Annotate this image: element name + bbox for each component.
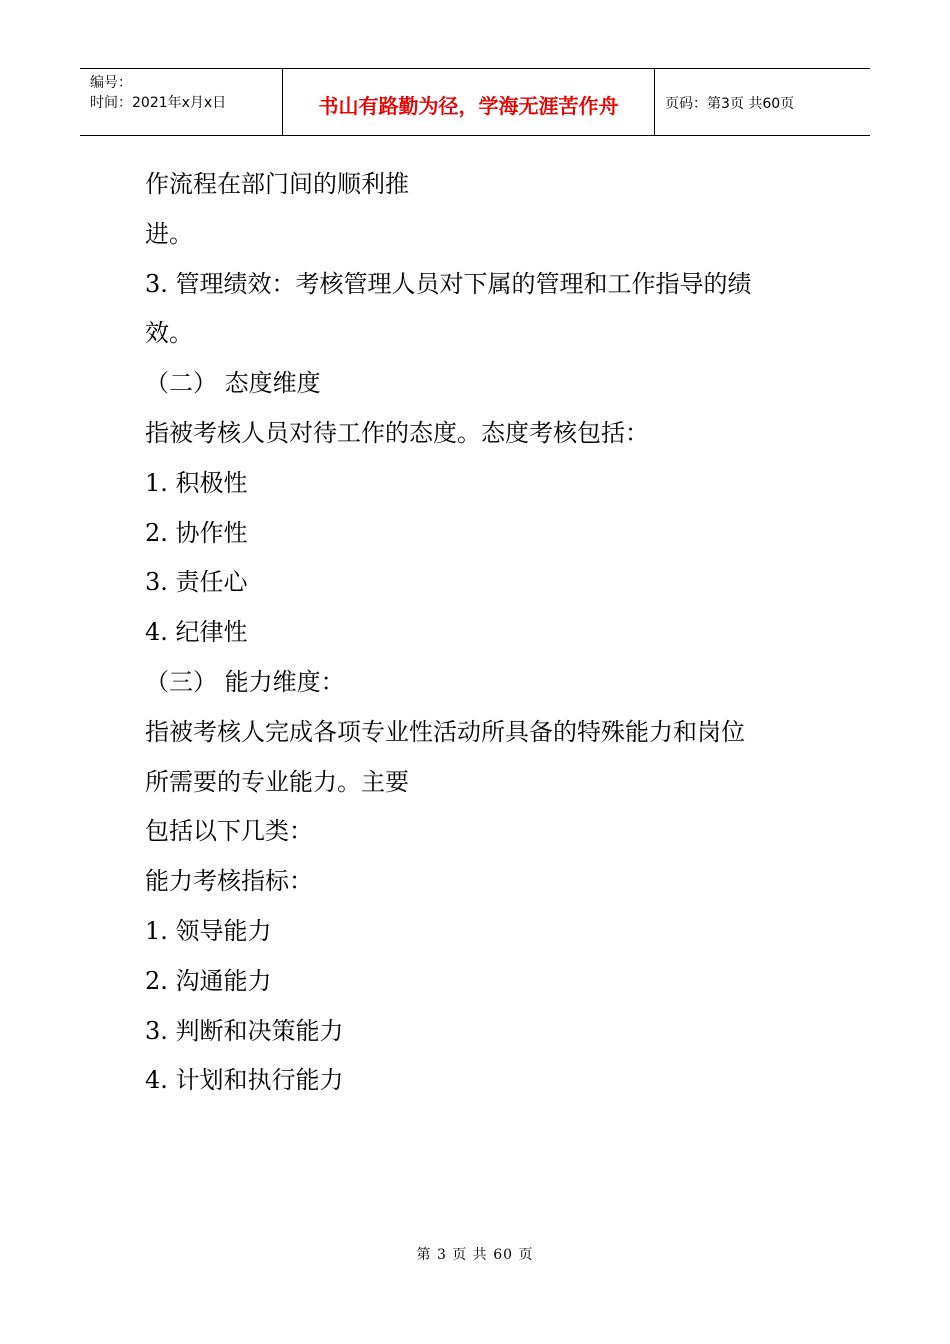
document-number-label: 编号： [90,75,132,91]
list-item: 4. 纪律性 [145,618,248,647]
body-line: 能力考核指标： [145,867,313,896]
page-footer: 第 3 页 共 60 页 [416,1247,534,1263]
section-heading: （三） 能力维度： [145,667,345,696]
header-meta [80,69,282,135]
page-number-label: 页码：第3页 共60页 [665,96,795,112]
motto-text: 书山有路勤为径，学海无涯苦作舟 [318,93,619,118]
body-line: 指被考核人员对待工作的态度。态度考核包括： [145,418,649,447]
body-line: 3. 管理绩效：考核管理人员对下属的管理和工作指导的绩 [145,269,752,298]
header-page-info [655,69,870,135]
list-item: 1. 领导能力 [145,916,272,945]
body-line: 指被考核人完成各项专业性活动所具备的特殊能力和岗位 [145,717,745,746]
body-line: 包括以下几类： [145,817,313,846]
list-item: 3. 判断和决策能力 [145,1016,344,1045]
list-item: 1. 积极性 [145,468,248,497]
body-line: 作流程在部门间的顺利推 [145,170,409,198]
body-line: 进。 [145,219,193,248]
header-motto [282,69,655,135]
body-line: 效。 [145,319,193,348]
section-heading: （二） 态度维度 [145,369,321,398]
list-item: 4. 计划和执行能力 [145,1066,344,1095]
body-line: 所需要的专业能力。主要 [145,767,409,796]
list-item: 2. 沟通能力 [145,966,272,995]
list-item: 3. 责任心 [145,568,248,597]
document-time-label: 时间：2021年x月x日 [90,95,227,111]
list-item: 2. 协作性 [145,518,248,547]
page-header [80,68,870,136]
document-body [145,160,815,1106]
